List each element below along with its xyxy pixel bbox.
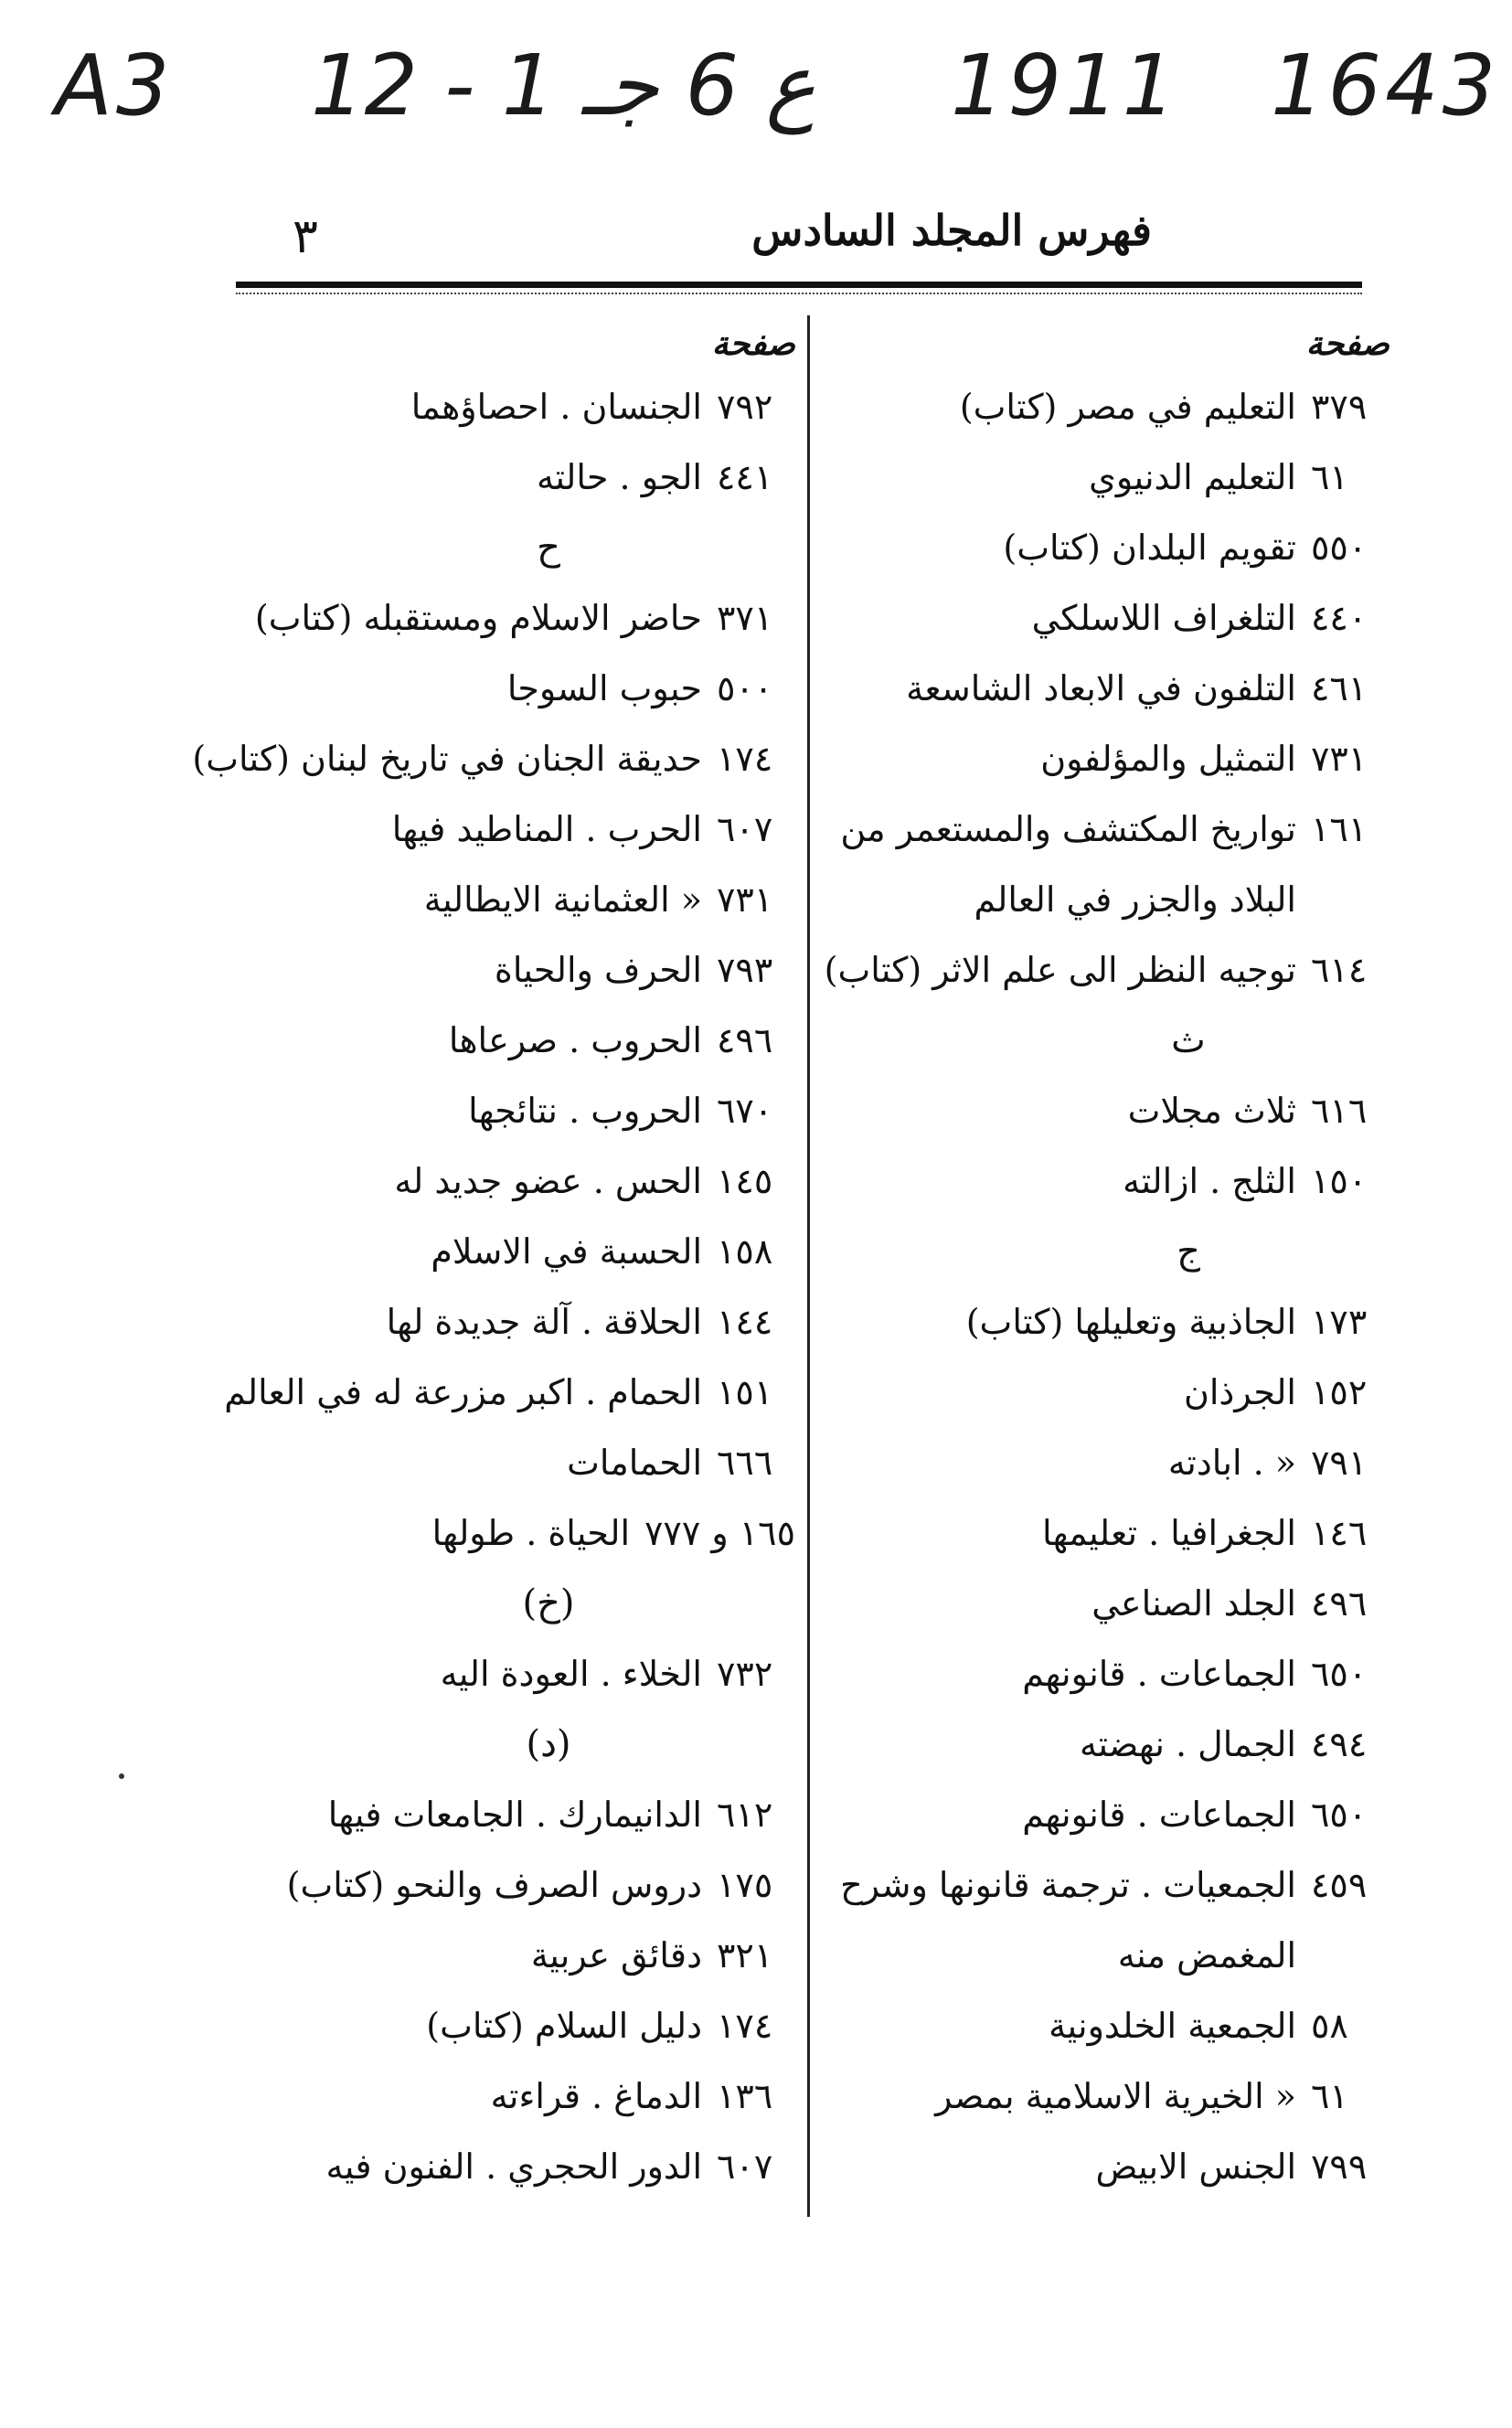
entry-page-number: ٦٧٠ [717,1091,773,1131]
index-entry [823,654,1390,724]
index-entry [229,865,795,935]
header-dotted-rule [236,293,1362,295]
entry-title: الجاذبية وتعليلها (كتاب) [965,1302,1296,1342]
entry-title: تقويم البلدان (كتاب) [1003,527,1296,568]
entry-title: المغمض منه [1117,1935,1296,1975]
entry-page-number: ٥٠٠ [717,668,773,708]
entry-title: التلغراف اللاسلكي [1031,598,1296,638]
entry-title: الخلاء . العودة اليه [440,1654,702,1694]
right-column [823,315,1390,2202]
handwritten-number: 1643 [1271,37,1500,134]
index-entry [229,1287,795,1358]
index-entry [823,1780,1390,1850]
entry-page-number: ٧٩١ [1311,1443,1368,1483]
entry-page-number: ١٦٥ و ٧٧٧ [644,1513,795,1553]
index-entry [823,2132,1390,2202]
index-entry [823,372,1390,442]
entry-title: الحياة . طولها [431,1513,631,1553]
index-entry [823,1287,1390,1358]
entry-page-number: ١٤٥ [717,1161,773,1201]
index-entry [823,1569,1390,1639]
entry-title: الحمامات [567,1443,702,1483]
index-entry [823,1850,1390,1921]
index-entry [823,583,1390,654]
index-entry [823,935,1390,1006]
column-heading: صفحة [1305,325,1390,363]
entry-title: الجماعات . قانونهم [1022,1654,1296,1694]
entry-page-number: ١٥١ [717,1372,773,1412]
entry-title: الدور الحجري . الفنون فيه [325,2146,702,2187]
entry-page-number: ١٧٣ [1311,1302,1368,1342]
handwritten-annotation [55,27,1500,165]
entry-page-number: ٦١ [1311,457,1348,497]
index-entry [823,1921,1390,1991]
entry-page-number: ١٧٥ [717,1865,773,1905]
section-letter: ح [537,527,560,569]
index-entry [229,1498,795,1569]
index-entry [823,1991,1390,2061]
entry-title: الجماعات . قانونهم [1022,1794,1296,1835]
entry-page-number: ٦٥٠ [1311,1654,1368,1694]
index-entry [823,794,1390,865]
entry-title: حبوب السوجا [506,668,702,708]
entry-title: الحس . عضو جديد له [394,1161,702,1201]
entry-title: الحمام . اكبر مزرعة له في العالم [224,1372,702,1412]
entry-page-number: ١٧٤ [717,739,773,779]
index-entry [823,1146,1390,1217]
index-entry [823,1498,1390,1569]
section-letter: ث [1171,1019,1206,1061]
entry-title: الجمعية الخلدونية [1049,2006,1296,2046]
index-entry [229,583,795,654]
entry-title: الحسبة في الاسلام [431,1231,702,1272]
handwritten-a3: A3 [55,37,174,134]
entry-page-number: ٤٩٦ [1311,1583,1368,1624]
entry-page-number: ٦٠٧ [717,809,773,849]
index-entry [229,654,795,724]
index-entry [229,2132,795,2202]
entry-title: الحلاقة . آلة جديدة لها [386,1302,702,1342]
entry-title: الجمال . نهضته [1080,1724,1296,1764]
entry-title: التلفون في الابعاد الشاسعة [906,668,1296,708]
entry-title: التعليم الدنيوي [1089,457,1296,497]
index-entry [229,442,795,513]
entry-title: توجيه النظر الى علم الاثر (كتاب) [824,950,1296,990]
entry-page-number: ٧٩٣ [717,950,773,990]
entry-page-number: ١٥٨ [717,1231,773,1272]
index-entry [823,724,1390,794]
entry-title: الحرف والحياة [494,950,702,990]
entry-page-number: ١٤٤ [717,1302,773,1342]
page-header [238,206,1362,279]
index-entry [229,1991,795,2061]
index-entry [229,794,795,865]
entry-page-number: ٧٣٢ [717,1654,773,1694]
entry-title: الحرب . المناطيد فيها [391,809,702,849]
entry-page-number: ٧٩٢ [717,387,773,427]
index-entry [192,724,795,794]
index-entry [229,1921,795,1991]
page-number: ٣ [293,209,318,264]
index-entry [229,372,795,442]
entry-page-number: ٤٤٠ [1311,598,1368,638]
entry-page-number: ٦١٢ [717,1794,773,1835]
entry-page-number: ٤٩٤ [1311,1724,1368,1764]
entry-page-number: ١٦١ [1311,809,1368,849]
index-entry [229,1639,795,1709]
section-letter: (خ) [522,1582,575,1624]
entry-page-number: ٣٧١ [717,598,773,638]
entry-page-number: ٣٢١ [717,1935,773,1975]
entry-page-number: ٧٣١ [717,879,773,920]
index-columns [192,315,1390,2272]
entry-title: حديقة الجنان في تاريخ لبنان (كتاب) [192,739,702,779]
entry-title: البلاد والجزر في العالم [974,879,1296,920]
entry-page-number: ٧٩٩ [1311,2146,1368,2187]
entry-title: حاضر الاسلام ومستقبله (كتاب) [254,598,702,638]
index-entry [823,1709,1390,1780]
index-entry [823,513,1390,583]
section-letter: ج [1177,1230,1200,1273]
index-entry [229,1076,795,1146]
entry-page-number: ٤٤١ [717,457,773,497]
entry-title: الثلج . ازالته [1123,1161,1296,1201]
entry-title: الدماغ . قراءته [490,2076,702,2116]
index-entry [229,1217,795,1287]
entry-page-number: ٦٠٧ [717,2146,773,2187]
handwritten-reference: 12 - 1 ع 6 جـ [311,37,816,134]
entry-title: دليل السلام (كتاب) [426,2006,702,2046]
entry-title: « العثمانية الايطالية [423,879,702,920]
left-column [192,315,795,2202]
entry-page-number: ٤٩٦ [717,1020,773,1060]
header-rule [236,282,1362,288]
index-entry [823,865,1390,935]
entry-page-number: ٦١ [1311,2076,1348,2116]
entry-page-number: ١٥٢ [1311,1372,1368,1412]
entry-title: دقائق عربية [530,1935,702,1975]
index-entry [229,1780,795,1850]
entry-page-number: ٥٨ [1311,2006,1348,2046]
entry-page-number: ٧٣١ [1311,739,1368,779]
entry-page-number: ١٧٤ [717,2006,773,2046]
entry-title: ثلاث مجلات [1127,1091,1296,1131]
entry-title: الجنسان . احصاؤهما [410,387,702,427]
index-entry [224,1358,795,1428]
entry-page-number: ٣٧٩ [1311,387,1368,427]
entry-page-number: ١٤٦ [1311,1513,1368,1553]
entry-title: الجغرافيا . تعليمها [1042,1513,1296,1553]
entry-title: التعليم في مصر (كتاب) [959,387,1296,427]
index-entry [823,1428,1390,1498]
entry-page-number: ٦١٤ [1311,950,1368,990]
entry-title: الحروب . نتائجها [468,1091,702,1131]
index-entry [823,442,1390,513]
entry-page-number: ٦١٦ [1311,1091,1368,1131]
handwritten-year: 1911 [951,37,1180,134]
entry-page-number: ١٣٦ [717,2076,773,2116]
index-entry [823,2061,1390,2132]
index-entry [823,1076,1390,1146]
entry-title: الحروب . صرعاها [448,1020,702,1060]
index-entry [229,1428,795,1498]
page-title: فهرس المجلد السادس [751,206,1152,255]
entry-page-number: ٦٥٠ [1311,1794,1368,1835]
entry-title: « الخيرية الاسلامية بمصر [935,2076,1296,2116]
stray-mark [119,1773,124,1779]
entry-title: دروس الصرف والنحو (كتاب) [286,1865,702,1905]
entry-title: الجنس الابيض [1095,2146,1296,2187]
entry-page-number: ٤٦١ [1311,668,1368,708]
entry-page-number: ٦٦٦ [717,1443,773,1483]
entry-page-number: ٤٥٩ [1311,1865,1368,1905]
entry-title: الجلد الصناعي [1091,1583,1296,1624]
entry-page-number: ٥٥٠ [1311,527,1368,568]
column-heading: صفحة [711,325,795,363]
index-entry [229,1146,795,1217]
index-entry [823,1639,1390,1709]
index-entry [229,935,795,1006]
entry-title: الجرذان [1183,1372,1296,1412]
entry-title: « . ابادته [1167,1443,1296,1483]
index-entry [229,1850,795,1921]
index-entry [229,2061,795,2132]
entry-title: تواريخ المكتشف والمستعمر من [840,809,1296,849]
entry-title: التمثيل والمؤلفون [1040,739,1296,779]
index-entry [229,1006,795,1076]
index-entry [823,1358,1390,1428]
entry-title: الجمعيات . ترجمة قانونها وشرح [840,1865,1296,1905]
entry-title: الجو . حالته [536,457,702,497]
entry-page-number: ١٥٠ [1311,1161,1368,1201]
section-letter: (د) [526,1723,571,1765]
entry-title: الدانيمارك . الجامعات فيها [327,1794,702,1835]
